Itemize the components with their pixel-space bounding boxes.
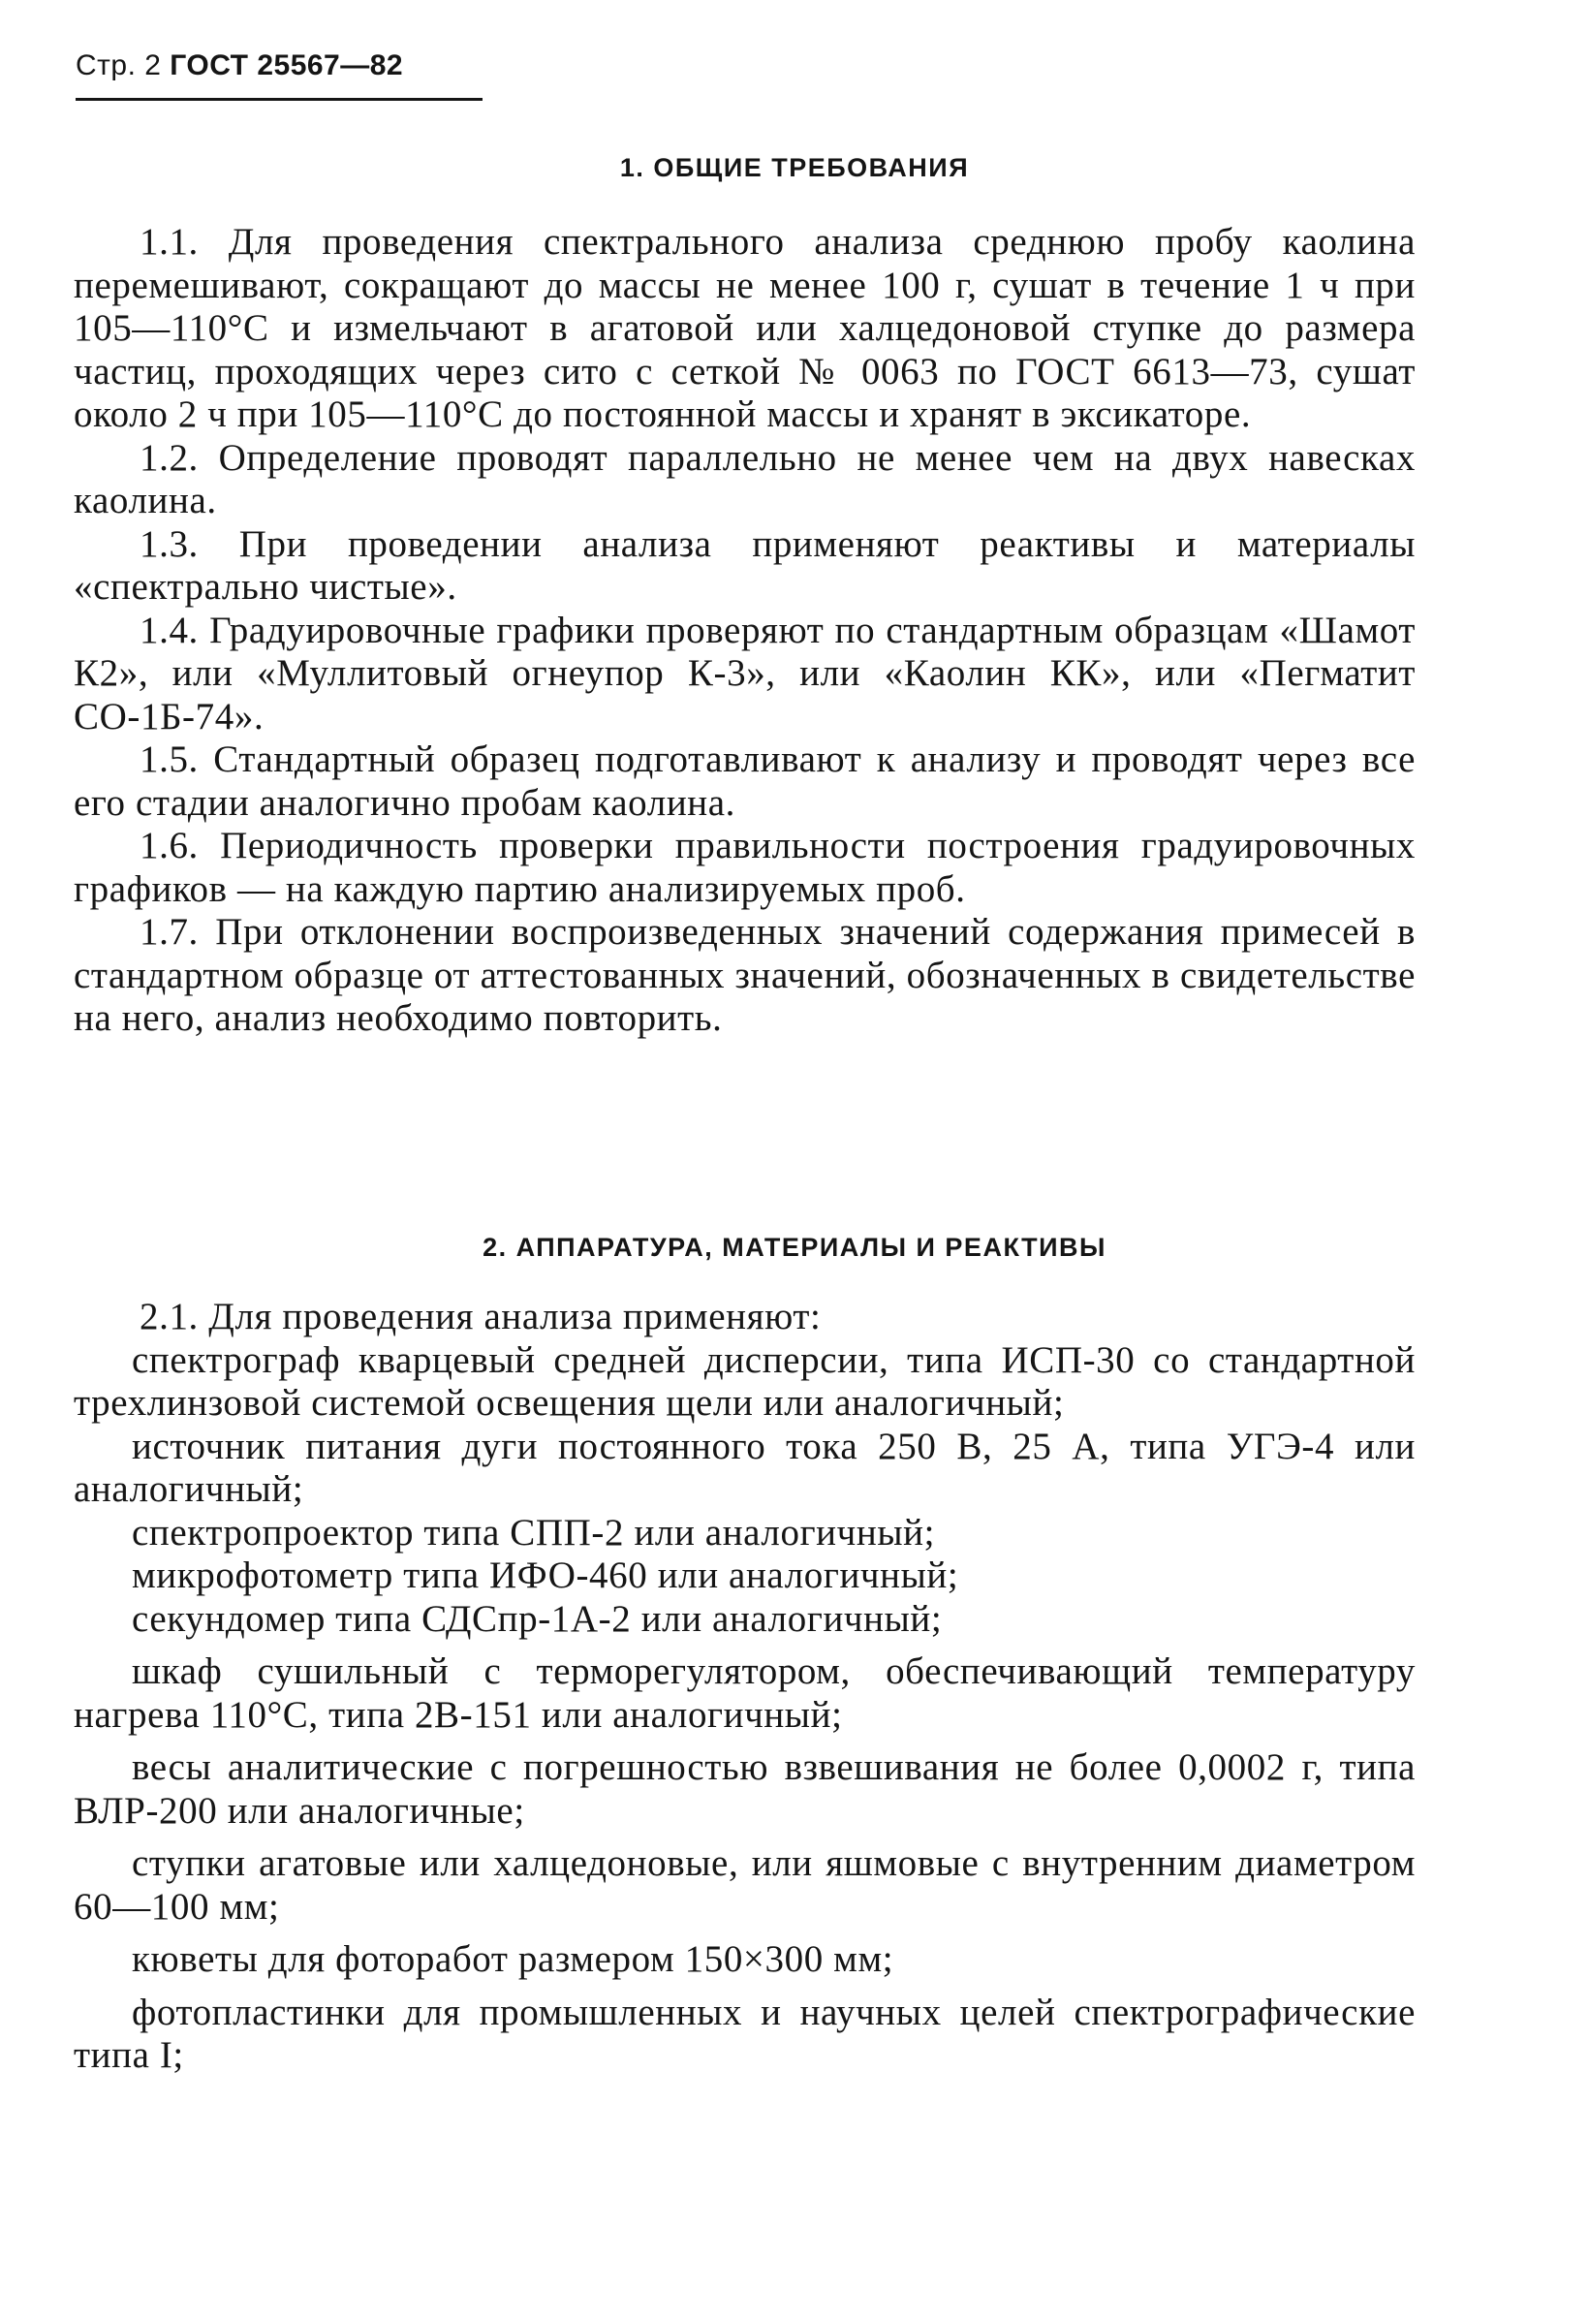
standard-number: ГОСТ 25567—82 <box>170 49 404 81</box>
paragraph-1-1: 1.1. Для проведения спектрального анализа среднюю пробу каолина перемешивают, сокращают до массы не менее 100 г, сушат в течение 1 ч при 105—110°С и измельчают в агатовой или халцедоновой ступке до размера частиц, проходящих через сито с сеткой № 0063 по ГОСТ 6613—73, сушат около 2 ч при 105—110°С до постоянной массы и хранят в эксикаторе. <box>74 221 1416 435</box>
paragraph-1-6: 1.6. Периодичность проверки правильности построения градуировочных графиков — на каждую партию анализируемых проб. <box>74 825 1416 910</box>
list-item-microphotometer: микрофотометр типа ИФО-460 или аналогичный; <box>132 1555 959 1596</box>
section-1-title: 1. ОБЩИЕ ТРЕБОВАНИЯ <box>619 153 970 182</box>
list-item-mortars: ступки агатовые или халцедоновые, или яшмовые с внутренним диаметром 60—100 мм; <box>74 1842 1416 1928</box>
page-number: Стр. 2 <box>76 49 162 81</box>
section-1-body <box>74 221 1416 1041</box>
section-2-title: 2. АППАРАТУРА, МАТЕРИАЛЫ И РЕАКТИВЫ <box>483 1233 1106 1262</box>
section-2-body <box>74 1296 1416 2078</box>
page-header <box>76 48 483 83</box>
header-rule <box>76 98 483 101</box>
list-item-photoplates: фотопластинки для промышленных и научных целей спектрографические типа I; <box>74 1991 1416 2076</box>
paragraph-1-2: 1.2. Определение проводят параллельно не менее чем на двух навесках каолина. <box>74 436 1416 521</box>
list-item-stopwatch: секундомер типа СДСпр-1А-2 или аналогичный; <box>132 1597 943 1640</box>
list-item-balance: весы аналитические с погрешностью взвешивания не более 0,0002 г, типа ВЛР-200 или аналогичные; <box>74 1746 1416 1832</box>
paragraph-1-3: 1.3. При проведении анализа применяют реактивы и материалы «спектрально чистые». <box>74 522 1416 608</box>
paragraph-2-1: 2.1. Для проведения анализа применяют: <box>140 1296 822 1337</box>
list-item-power-source: источник питания дуги постоянного тока 250 В, 25 А, типа УГЭ-4 или аналогичный; <box>74 1425 1416 1510</box>
paragraph-1-4: 1.4. Градуировочные графики проверяют по стандартным образцам «Шамот К2», или «Муллитовый огнеупор К-3», или «Каолин КК», или «Пегматит СО-1Б-74». <box>74 609 1416 738</box>
list-item-spectroprojector: спектропроектор типа СПП-2 или аналогичный; <box>132 1511 936 1554</box>
paragraph-1-5: 1.5. Стандартный образец подготавливают к анализу и проводят через все его стадии аналогично пробам каолина. <box>74 738 1416 824</box>
list-item-spectrograph: спектрограф кварцевый средней дисперсии, типа ИСП-30 со стандартной трехлинзовой системой освещения щели или аналогичный; <box>74 1338 1416 1424</box>
list-item-trays: кюветы для фоторабот размером 150×300 мм; <box>132 1938 894 1980</box>
list-item-drying-cabinet: шкаф сушильный с терморегулятором, обеспечивающий температуру нагрева 110°С, типа 2В-151 или аналогичный; <box>74 1650 1416 1736</box>
paragraph-1-7: 1.7. При отклонении воспроизведенных значений содержания примесей в стандартном образце от аттестованных значений, обозначенных в свидетельстве на него, анализ необходимо повторить. <box>74 911 1416 1039</box>
